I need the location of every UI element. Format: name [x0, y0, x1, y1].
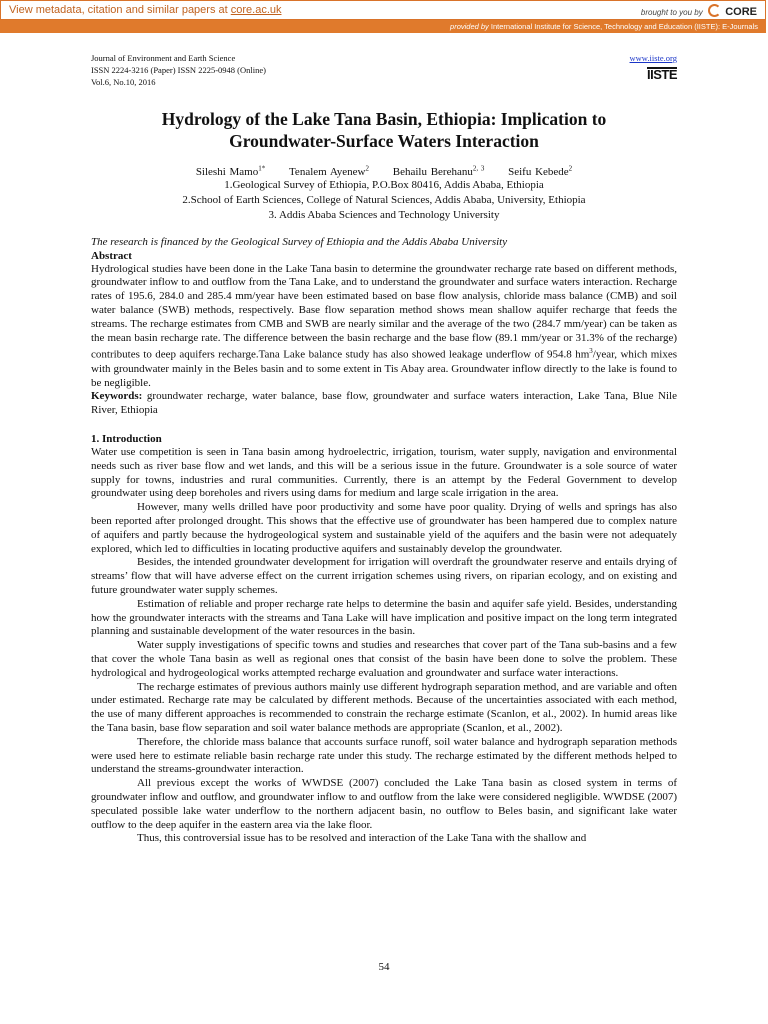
core-link[interactable]: core.ac.uk	[230, 4, 282, 16]
funding-statement: The research is financed by the Geological Survey of Ethiopia and the Addis Ababa University	[91, 235, 508, 248]
section-heading-introduction: 1. Introduction	[91, 433, 162, 446]
author-list	[91, 164, 677, 178]
journal-issn: ISSN 2224-3216 (Paper) ISSN 2225-0948 (Online)	[91, 65, 266, 75]
author: Behailu Berehanu$^{2, 3}$	[392, 164, 485, 178]
paper-title: Hydrology of the Lake Tana Basin, Ethiopia: Implication to Groundwater-Surface Waters Interaction	[161, 109, 607, 151]
intro-paragraph: The recharge estimates of previous authors mainly use different hydrograph separation method, and are variable and often under estimated. Recharge rate may be calculated by different methods. Because of the uncertainties associated with each method, the use of many different approaches is recommended to constrain the recharge estimate (Scanlon, et al., 2002). In humid areas like the Tana basin, base flow separation and soil water balance methods are appropriate (Scanlon, et al., 2002).	[91, 680, 677, 735]
affiliation: 3. Addis Ababa Sciences and Technology University	[268, 208, 500, 221]
author: Tenalem Ayenew$^2$	[288, 164, 369, 178]
core-logo-text: CORE	[725, 6, 757, 18]
keywords: Keywords: groundwater recharge, water balance, base flow, groundwater and surface waters interaction, Lake Tana, Blue Nile River, Ethiopia	[91, 390, 677, 417]
intro-paragraph: Water supply investigations of specific towns and studies and researches that cover part of the Tana sub-basins and a few that cover the whole Tana basin as well as regional ones that consist of the basin have been done to solve the problem. These hydrological and hydrogeological works attempted recharge evaluation and groundwater and surface water interactions.	[91, 639, 677, 679]
intro-paragraph: All previous except the works of WWDSE (2007) concluded the Lake Tana basin as closed system in terms of groundwater inflow and outflow, and groundwater inflow to and outflow from the lake were considered negligible. WWDSE (2007) speculated possible lake water underflow to the northern adjacent basin, no outflow to Beles basin, and significant lake water outflow to the deep aquifer in the eastern area via the lake floor.	[91, 777, 677, 831]
affiliation: 1.Geological Survey of Ethiopia, P.O.Box 80416, Addis Ababa, Ethiopia	[224, 178, 544, 191]
journal-volume: Vol.6, No.10, 2016	[91, 77, 156, 87]
intro-paragraph: Water use competition is seen in Tana basin among hydroelectric, irrigation, tourism, water supply, navigation and environmental needs such as river base flow and wet lands, and this will be a serious issue in the future. Groundwater is a sole source of water supply for towns, industries and rural communities. Currently, there is an attempt by the Federal Government to develop groundwater using deep boreholes and rivers using dams for medium and large scale irrigation in the area.	[91, 446, 677, 500]
intro-paragraph: Estimation of reliable and proper recharge rate helps to determine the basin and aquifer safe yield. Besides, understanding how the groundwater interacts with the streams and Tana Lake will have implication and positive impact on the long term integrated planning and sustainable development of the water resources in the basin.	[91, 597, 677, 638]
paper-content	[91, 108, 677, 846]
intro-paragraph: Thus, this controversial issue has to be resolved and interaction of the Lake Tana with the shallow and	[137, 832, 587, 845]
core-logo-icon	[708, 4, 721, 17]
author: Seifu Kebede$^2$	[508, 164, 573, 178]
intro-paragraph: Besides, the intended groundwater development for irrigation will overdraft the groundwater reserve and entails drying of streams’ flow that will have adverse effect on the current irrigation schemes using rivers, on riparian ecology, and on existing and future groundwater water supply schemes.	[91, 556, 677, 597]
journal-name: Journal of Environment and Earth Science	[91, 53, 236, 63]
core-metadata-text: View metadata, citation and similar papers at core.ac.uk	[9, 4, 282, 16]
journal-url-link[interactable]: www.iiste.org	[629, 53, 677, 63]
page-number: 54	[378, 961, 390, 973]
brought-to-you: brought to you by CORE	[640, 6, 757, 18]
journal-header	[91, 52, 677, 88]
iiste-logo: IISTE	[646, 67, 677, 82]
core-banner	[0, 0, 766, 20]
intro-paragraph: Therefore, the chloride mass balance that accounts surface runoff, soil water balance and hydrograph separation methods were used here to estimate reliable basin recharge rate under this study. The recharge estimated by the different methods helped to understand the streams-groundwater interaction.	[91, 735, 677, 776]
abstract-text: Hydrological studies have been done in the Lake Tana basin to determine the groundwater recharge rate based on different methods, groundwater inflow to and outflow from the Tana Lake, and to understand the groundwater and surface waters interaction. Recharge rates of 195.6, 284.0 and 285.4 mm/year have been estimated based on base flow analysis, chloride mass balance (CMB) and soil water balance (SWB) methods, respectively. Base flow separation method shows mean shallow aquifer recharge that feeds the streams. The recharge estimates from CMB and SWB are nearly similar and the average of the two (284.7 mm/year) can be taken as the mean basin recharge rate. The difference between the basin recharge and the base flow (89.1 mm/year or 31.3% of the recharge) contributes to deep aquifers recharge.Tana Lake balance study has also showed leakage underflow of 954.8 $hm^3$/year, which mixes with groundwater mainly in the Beles basin and to some extent in Tis Abay area. Groundwater inflow directly to the lake is found to be negligible.	[91, 262, 677, 389]
abstract-heading: Abstract	[91, 249, 132, 262]
affiliation: 2.School of Earth Sciences, College of Natural Sciences, Addis Ababa, University, Ethiopia	[182, 193, 586, 206]
intro-paragraph: However, many wells drilled have poor productivity and some have poor quality. Drying of wells and springs has also been reported after prolonged drought. This shows that the effective use of groundwater has been hampered due to complex nature of aquifers and partly because the hydrogeological system and sustainable yield of the aquifers and the basin were not adequately explored, which led to difficulties in locating productive aquifers and sustainably develop the groundwater.	[91, 501, 677, 555]
author: Sileshi Mamo$^{1*}$	[195, 164, 266, 178]
provided-by-bar: provided by International Institute for Science, Technology and Education (IISTE): E-Journals	[0, 20, 766, 33]
